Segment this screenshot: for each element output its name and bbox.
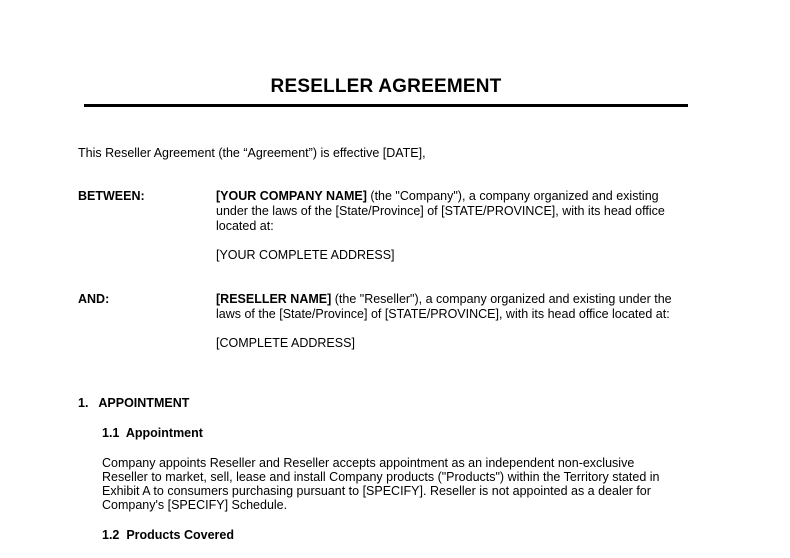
reseller-address-placeholder: [COMPLETE ADDRESS] (216, 336, 355, 350)
subsection-1-1-line: Reseller to market, sell, lease and install Company products ("Products") within the Territory stated in (102, 470, 660, 484)
between-party-line1 (216, 189, 659, 204)
subsection-1-2-heading: 1.2 Products Covered (102, 528, 234, 542)
section-1-heading: 1. APPOINTMENT (78, 396, 190, 410)
title-underline (84, 104, 688, 107)
intro-paragraph: This Reseller Agreement (the “Agreement”) is effective [DATE], (78, 146, 426, 160)
subsection-1-1-line: Company appoints Reseller and Reseller accepts appointment as an independent non-exclusive (102, 456, 635, 470)
subsection-1-1-line: Company's [SPECIFY] Schedule. (102, 498, 288, 512)
between-party-line3: located at: (216, 219, 274, 233)
between-party-line2: under the laws of the [State/Province] of [STATE/PROVINCE], with its head office (216, 204, 665, 218)
and-label: AND: (78, 292, 110, 306)
between-line1-text: (the "Company"), a company organized and existing (366, 189, 659, 203)
subsection-1-1-heading: 1.1 Appointment (102, 426, 203, 440)
and-line1-text: (the "Reseller"), a company organized and existing under the (331, 292, 672, 306)
document-title: RESELLER AGREEMENT (270, 76, 502, 97)
between-label: BETWEEN: (78, 189, 145, 203)
subsection-1-1-line: Exhibit A to consumers purchasing pursuant to [SPECIFY]. Reseller is not appointed as a dealer for (102, 484, 651, 498)
company-address-placeholder: [YOUR COMPLETE ADDRESS] (216, 248, 395, 262)
reseller-name-placeholder: [RESELLER NAME] (216, 292, 332, 306)
and-party-line1 (216, 292, 672, 307)
and-party-line2: laws of the [State/Province] of [STATE/PROVINCE], with its head office located at: (216, 307, 670, 321)
company-name-placeholder: [YOUR COMPANY NAME] (216, 189, 367, 203)
